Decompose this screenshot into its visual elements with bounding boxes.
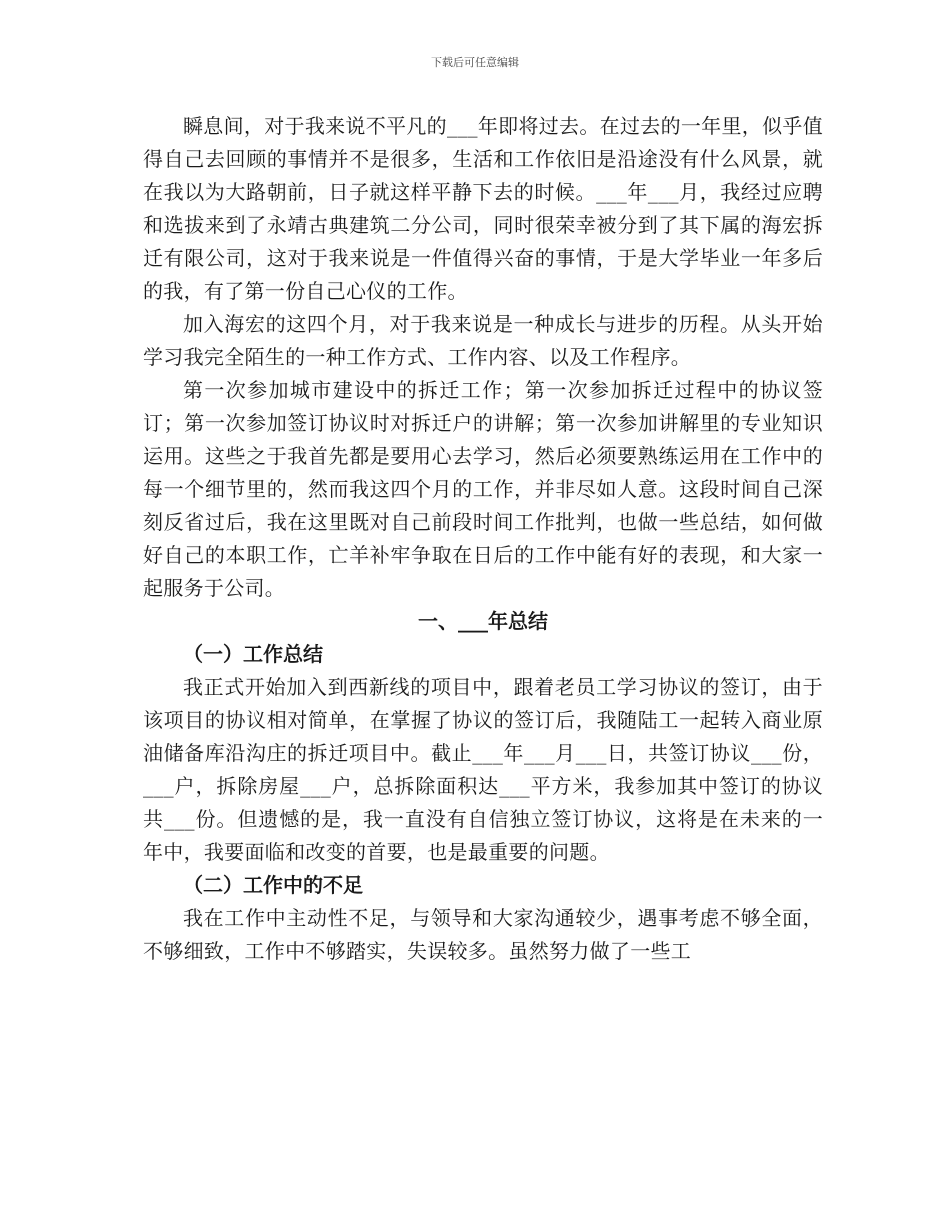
subsection-title-work-summary: （一）工作总结 <box>183 642 323 666</box>
shortcomings-paragraph: 我在工作中主动性不足，与领导和大家沟通较少，遇事考虑不够全面，不够细致，工作中不够踏实，失误较多。虽然努力做了一些工 <box>143 906 823 963</box>
subsection-title-shortcomings: （二）工作中的不足 <box>183 873 363 897</box>
section-title: 一、___年总结 <box>418 609 548 633</box>
intro-paragraph-2: 加入海宏的这四个月，对于我来说是一种成长与进步的历程。从头开始学习我完全陌生的一种工作方式、工作内容、以及工作程序。 <box>143 312 823 369</box>
document-body <box>143 110 823 968</box>
intro-paragraph-3: 第一次参加城市建设中的拆迁工作；第一次参加拆迁过程中的协议签订；第一次参加签订协议时对拆迁户的讲解；第一次参加讲解里的专业知识运用。这些之于我首先都是要用心去学习，然后必须要熟练运用在工作中的每一个细节里的，然而我这四个月的工作，并非尽如人意。这段时间自己深刻反省过后，我在这里既对自己前段时间工作批判，也做一些总结，如何做好自己的本职工作，亡羊补牢争取在日后的工作中能有好的表现，和大家一起服务于公司。 <box>143 378 823 600</box>
page-header: 下载后可任意编辑 <box>431 56 519 69</box>
work-summary-paragraph: 我正式开始加入到西新线的项目中，跟着老员工学习协议的签订，由于该项目的协议相对简单，在掌握了协议的签订后，我随陆工一起转入商业原油储备库沿沟庄的拆迁项目中。截止___年___月___日，共签订协议___份，___户，拆除房屋___户，总拆除面积达___平方米，我参加其中签订的协议共___份。但遗憾的是，我一直没有自信独立签订协议，这将是在未来的一年中，我要面临和改变的首要，也是最重要的问题。 <box>143 675 823 864</box>
intro-paragraph-1: 瞬息间，对于我来说不平凡的___年即将过去。在过去的一年里，似乎值得自己去回顾的事情并不是很多，生活和工作依旧是沿途没有什么风景，就在我以为大路朝前，日子就这样平静下去的时候。___年___月，我经过应聘和选拔来到了永靖古典建筑二分公司，同时很荣幸被分到了其下属的海宏拆迁有限公司，这对于我来说是一件值得兴奋的事情，于是大学毕业一年多后的我，有了第一份自己心仪的工作。 <box>143 114 823 303</box>
